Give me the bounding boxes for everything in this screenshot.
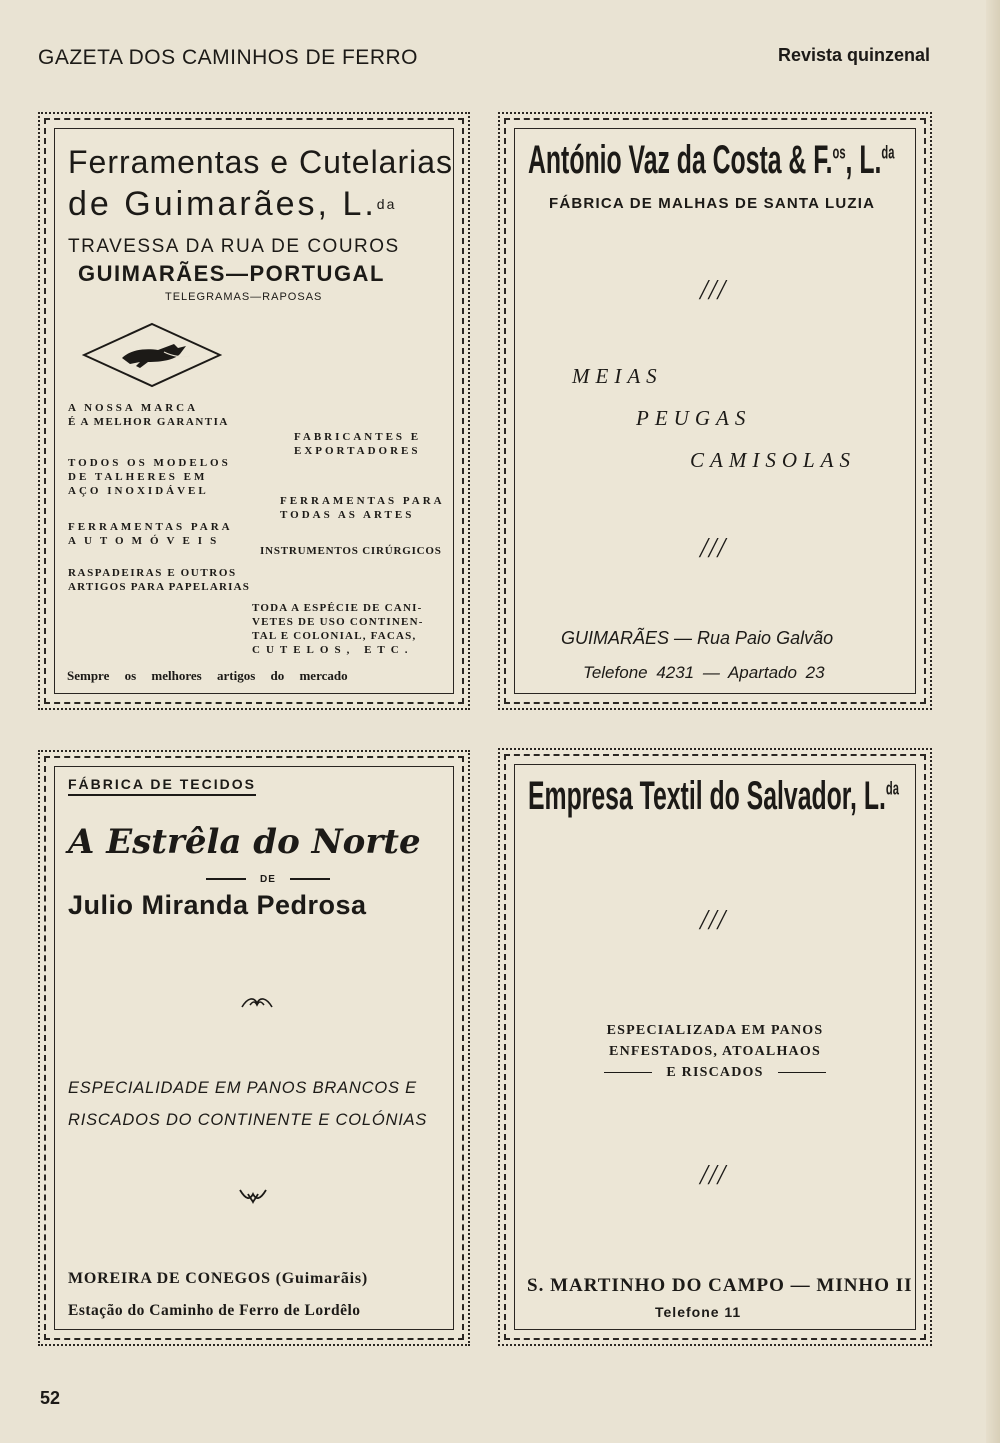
page-spine: [986, 0, 1000, 1443]
ad2-name: [528, 138, 894, 183]
ornament-icon: [236, 1186, 270, 1211]
ornament-icon: [240, 993, 274, 1016]
magazine-subtitle: Revista quinzenal: [777, 45, 930, 65]
ad1-item: INSTRUMENTOS CIRÚRGICOS: [260, 545, 442, 557]
ad2-product: MEIAS: [572, 364, 663, 388]
ad1-footer: Sempre os melhores artigos do mercado: [67, 668, 348, 683]
ad1-name-sup: da: [376, 196, 397, 212]
ad1-item: CUTELOS, ETC.: [252, 644, 414, 656]
ad2-subtitle: FÁBRICA DE MALHAS DE SANTA LUZIA: [549, 195, 876, 212]
ad1-item: AUTOMÓVEIS: [68, 535, 225, 547]
ad3-owner: Julio Miranda Pedrosa: [68, 890, 367, 920]
ad2-name-mid: , L.: [845, 138, 882, 182]
page-number: 52: [40, 1388, 61, 1408]
ad3-station: Estação do Caminho de Ferro de Lordêlo: [68, 1302, 361, 1319]
ad4-spec-line3: [540, 1062, 890, 1083]
ad4-name-sup: da: [885, 778, 899, 799]
magazine-title: GAZETA DOS CAMINHOS DE FERRO: [38, 46, 418, 69]
ad1-name-line1: Ferramentas e Cutelarias: [68, 144, 454, 180]
ad2-divider-top: ///: [700, 275, 727, 306]
ad1-item: RASPADEIRAS E OUTROS: [68, 567, 237, 579]
ad1-name-line2-text: de Guimarães, L.: [68, 185, 377, 223]
ad4-spec-line3-text: E RISCADOS: [666, 1065, 764, 1080]
ad3-specialty-line2: RISCADOS DO CONTINENTE E COLÓNIAS: [68, 1111, 428, 1129]
ad4-address: S. MARTINHO DO CAMPO — MINHO II: [527, 1275, 913, 1296]
ad1-item: TODA A ESPÉCIE DE CANI-: [252, 602, 423, 614]
ad2-city: GUIMARÃES — Rua Paio Galvão: [561, 628, 834, 648]
ad4-divider-top: ///: [700, 905, 727, 936]
ad1-item: A NOSSA MARCA: [68, 402, 199, 414]
fox-diamond-icon: [82, 322, 222, 393]
ad2-name-sup2: da: [881, 142, 895, 163]
ad1-item: AÇO INOXIDÁVEL: [68, 485, 209, 497]
ad1-item: FABRICANTES E: [294, 431, 422, 443]
ad1-address: TRAVESSA DA RUA DE COUROS: [68, 236, 400, 257]
ad2-divider-bottom: ///: [700, 533, 727, 564]
ad1-item: ARTIGOS PARA PAPELARIAS: [68, 581, 251, 593]
ad4-specialty: [540, 1020, 890, 1083]
ad2-name-sup1: os: [832, 142, 846, 163]
ad2-name-text: António Vaz da Costa & F.: [528, 138, 833, 182]
ad1-item: VETES DE USO CONTINEN-: [252, 616, 424, 628]
ad1-item: TAL E COLONIAL, FACAS,: [252, 630, 417, 642]
ad1-item: FERRAMENTAS PARA: [68, 521, 233, 533]
ad4-spec-line2: ENFESTADOS, ATOALHAOS: [609, 1044, 821, 1059]
ad1-city: GUIMARÃES—PORTUGAL: [78, 261, 385, 286]
ad1-item: FERRAMENTAS PARA: [280, 495, 445, 507]
ad1-item: É A MELHOR GARANTIA: [68, 416, 229, 428]
ad3-factory: FÁBRICA DE TECIDOS: [68, 776, 256, 796]
ad4-divider-bottom: ///: [700, 1160, 727, 1191]
ad1-item: DE TALHERES EM: [68, 471, 208, 483]
ad4-spec-line1: ESPECIALIZADA EM PANOS: [606, 1023, 824, 1038]
ad3-specialty-line1: ESPECIALIDADE EM PANOS BRANCOS E: [68, 1079, 417, 1097]
ad1-name-line2: [68, 182, 396, 226]
ad1-telegrams: TELEGRAMAS—RAPOSAS: [165, 291, 323, 303]
ad2-product: PEUGAS: [636, 406, 752, 430]
ad1-item: TODAS AS ARTES: [280, 509, 415, 521]
ad3-de: DE: [192, 874, 344, 885]
ad2-phone: Telefone 4231 — Apartado 23: [583, 663, 825, 682]
ad4-name: [528, 774, 899, 819]
ad3-address: MOREIRA DE CONEGOS (Guimarãis): [68, 1270, 369, 1287]
ad3-specialty: [68, 1072, 427, 1136]
ad4-phone: Telefone 11: [655, 1304, 742, 1320]
ad4-name-text: Empresa Textil do Salvador, L.: [528, 774, 886, 818]
ad1-item: TODOS OS MODELOS: [68, 457, 231, 469]
ad3-name: A Estrêla do Norte: [68, 822, 421, 862]
ad1-item: EXPORTADORES: [294, 445, 421, 457]
ad2-product: CAMISOLAS: [690, 448, 856, 472]
